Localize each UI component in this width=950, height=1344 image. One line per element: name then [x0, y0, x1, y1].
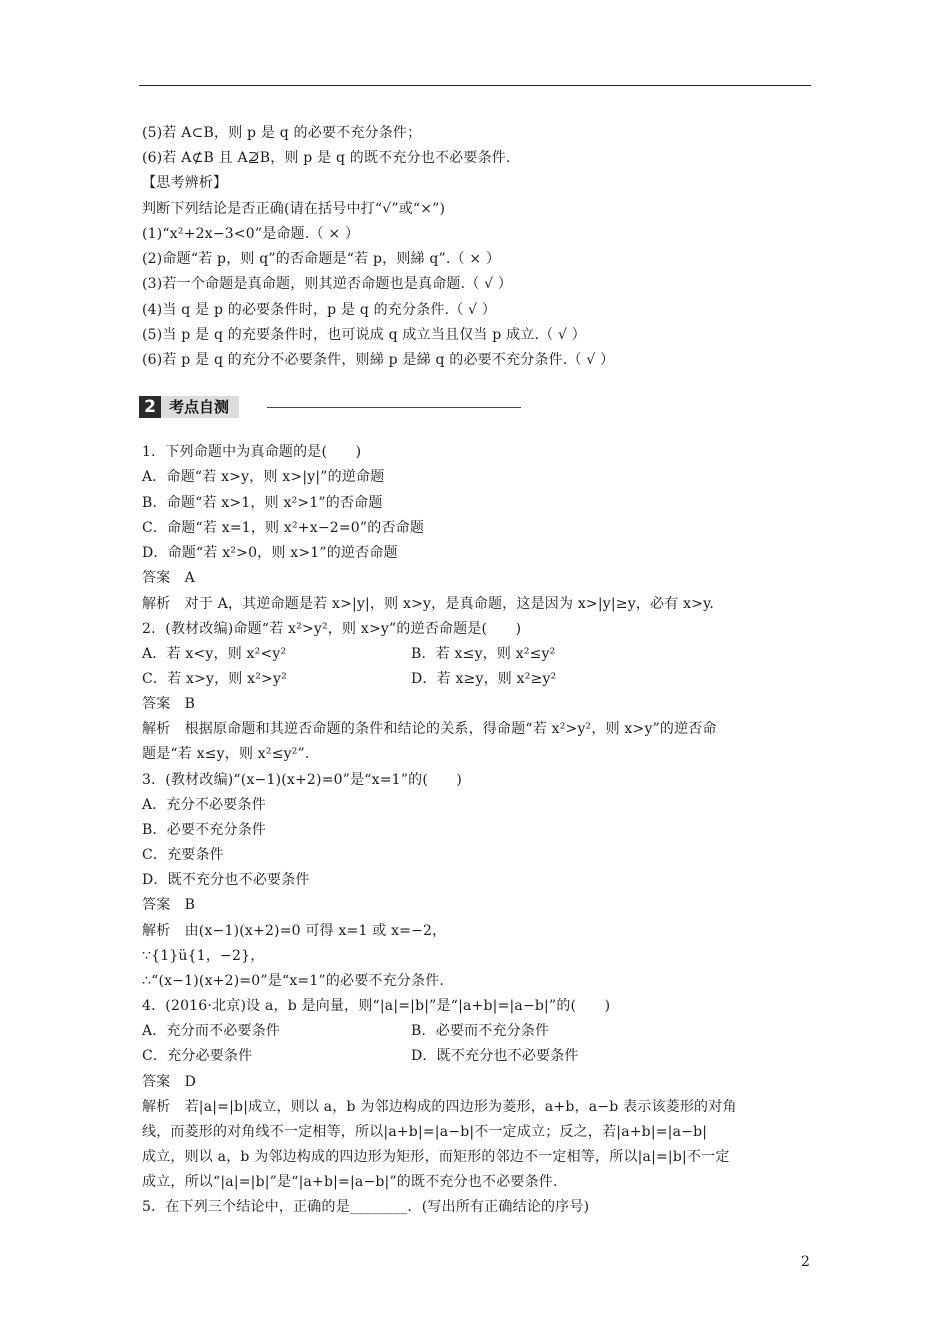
analysis: 成立，所以“|a|=|b|”是“|a+b|=|a−b|”的既不充分也不必要条件. [142, 1174, 558, 1190]
option: C．充要条件 [142, 847, 224, 863]
judgement-item: (1)“x²+2x−3<0”是命题.（ × ） [142, 226, 360, 242]
option: D．若 x≥y，则 x²≥y² [411, 671, 557, 687]
analysis: 解析 对于 A，其逆命题是若 x>|y|，则 x>y，是真命题，这是因为 x>|y|≥y，必有 x>y. [142, 596, 714, 612]
judgement-item: (6)若 p 是 q 的充分不必要条件，则綈 p 是綈 q 的必要不充分条件.（ √ ） [142, 352, 615, 368]
answer: 答案 A [142, 570, 195, 586]
answer: 答案 B [142, 696, 196, 712]
option: B．命题“若 x>1，则 x²>1”的否命题 [142, 495, 383, 511]
option: B．若 x≤y，则 x²≤y² [411, 646, 556, 662]
text-line: 判断下列结论是否正确(请在括号中打“√”或“×”) [142, 201, 446, 217]
option: D．既不充分也不必要条件 [142, 872, 310, 888]
analysis: 线，而菱形的对角线不一定相等，所以|a+b|=|a−b|不一定成立；反之，若|a+b|=|a−b| [142, 1124, 708, 1140]
option: D．命题“若 x²>0，则 x>1”的逆否命题 [142, 545, 398, 561]
judgement-item: (2)命题“若 p，则 q”的否命题是“若 p，则綈 q”.（ × ） [142, 251, 501, 267]
answer: 答案 D [142, 1074, 197, 1090]
analysis: ∴“(x−1)(x+2)=0”是“x=1”的必要不充分条件. [142, 973, 445, 989]
option: A．若 x<y，则 x²<y² [142, 646, 287, 662]
option: A．充分而不必要条件 [142, 1023, 281, 1039]
answer: 答案 B [142, 897, 196, 913]
judgement-item: (4)当 q 是 p 的必要条件时，p 是 q 的充分条件.（ √ ） [142, 302, 497, 318]
section-title: 考点自测 [161, 396, 239, 418]
question-3: 3．(教材改编)“(x−1)(x+2)=0”是“x=1”的( ) [142, 772, 463, 788]
question-2: 2．(教材改编)命题“若 x²>y²，则 x>y”的逆否命题是( ) [142, 621, 522, 637]
option: C．命题“若 x=1，则 x²+x−2=0”的否命题 [142, 520, 425, 536]
analysis: 解析 若|a|=|b|成立，则以 a，b 为邻边构成的四边形为菱形，a+b，a−b 表示该菱形的对角 [142, 1099, 737, 1115]
option: C．若 x>y，则 x²>y² [142, 671, 287, 687]
option: B．必要而不充分条件 [411, 1023, 550, 1039]
text-line: (5)若 A⊂B，则 p 是 q 的必要不充分条件； [142, 125, 422, 141]
analysis: 解析 由(x−1)(x+2)=0 可得 x=1 或 x=−2， [142, 923, 447, 939]
option: D．既不充分也不必要条件 [411, 1048, 579, 1064]
analysis: ∵{1}ü{1，−2}， [142, 948, 265, 964]
text-line: (6)若 A⊄B 且 A⊉B，则 p 是 q 的既不充分也不必要条件. [142, 150, 511, 166]
question-1: 1．下列命题中为真命题的是( ) [142, 444, 362, 460]
judgement-item: (5)当 p 是 q 的充要条件时，也可说成 q 成立当且仅当 p 成立.（ √ ） [142, 327, 586, 343]
option: C．充分必要条件 [142, 1048, 253, 1064]
option: B．必要不充分条件 [142, 822, 267, 838]
question-5: 5．在下列三个结论中，正确的是________．(写出所有正确结论的序号) [142, 1199, 590, 1215]
section-number: 2 [139, 396, 161, 418]
analysis: 解析 根据原命题和其逆否命题的条件和结论的关系，得命题“若 x²>y²，则 x>y”的逆否命 [142, 721, 717, 737]
analysis: 成立，则以 a，b 为邻边构成的四边形为矩形，而矩形的邻边不一定相等，所以|a|=|b|不一定 [142, 1149, 730, 1165]
analysis: 题是“若 x≤y，则 x²≤y²”. [142, 746, 310, 762]
question-4: 4．(2016·北京)设 a，b 是向量，则“|a|=|b|”是“|a+b|=|a−b|”的( ) [142, 998, 611, 1014]
header-rule [139, 85, 811, 86]
option: A．充分不必要条件 [142, 797, 266, 813]
section-header [139, 396, 524, 420]
section-heading-thinking: 【思考辨析】 [142, 175, 228, 191]
page-number: 2 [801, 1254, 810, 1270]
judgement-item: (3)若一个命题是真命题，则其逆否命题也是真命题.（ √ ） [142, 276, 513, 292]
section-divider [267, 407, 521, 408]
option: A．命题“若 x>y，则 x>|y|”的逆命题 [142, 469, 385, 485]
